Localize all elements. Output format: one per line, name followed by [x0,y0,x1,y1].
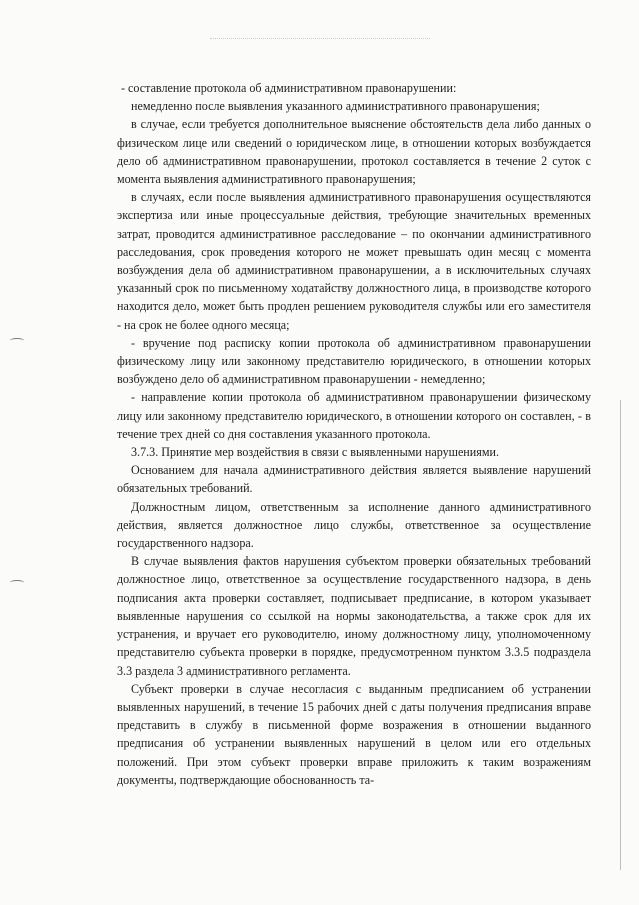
paragraph: Субъект проверки в случае несогласия с выданным предписанием об устранении выявленных нарушений, в течение 15 рабочих дней с даты получения предписания вправе представить в службу в письменной форме возражения в отношении выданного предписания об устранении выявленных нарушений в целом или его отдельных положений. При этом субъект проверки вправе приложить к таким возражениям документы, подтверждающие обоснованность та- [117,681,591,787]
hole-punch-mark [10,338,24,343]
section-heading: 3.7.3. Принятие мер воздействия в связи с выявленными нарушениями. [131,445,499,460]
paragraph: в случаях, если после выявления административного правонарушения осуществляются экспертиза или иные процессуальные действия, требующие значительных временных затрат, проводится административное расследование – по окончании административного расследования, срок проведения которого не может превышать один месяц с момента возбуждения дела об административном правонарушении, а в исключительных случаях указанный срок по письменному ходатайству должностного лица, в производстве которого находится дело, может быть продлен решением руководителя службы или его заместителя - на срок не более одного месяца; [117,190,591,332]
paragraph: - вручение под расписку копии протокола об административном правонарушении физическому лицу или законному представителю юридического, в отношении которых возбуждено дело об административном правонарушении - немедленно; [117,335,591,387]
paragraph: - составление протокола об административном правонарушении: [121,81,457,95]
paragraph: - направление копии протокола об административном правонарушении физическому лицу или законному представителю юридического, в отношении которого он составлен, - в течение трех дней со дня составления указанного протокола. [117,390,591,441]
paragraph: Должностным лицом, ответственным за исполнение данного административного действия, является должностное лицо службы, ответственное за осуществление государственного надзора. [117,499,591,551]
document-body [117,79,591,789]
paragraph: Основанием для начала административного действия является выявление нарушений обязательных требований. [117,463,591,496]
paragraph: в случае, если требуется дополнительное выяснение обстоятельств дела либо данных о физическом лице или сведений о юридическом лице, в отношении которых возбуждается дело об административном правонарушении, протокол составляется в течение 2 суток с момента выявления административного правонарушения; [117,117,591,187]
paragraph: немедленно после выявления указанного административного правонарушения; [131,99,540,114]
scan-artifact [210,38,430,41]
hole-punch-mark [10,580,24,585]
paragraph: В случае выявления фактов нарушения субъектом проверки обязательных требований должностное лицо, ответственное за осуществление государственного надзора, в день подписания акта проверки составляет, подписывает предписание, в котором указывает выявленные нарушения со ссылкой на нормы законодательства, а также срок для их устранения, и вручает его руководителю, иному должностному лицу, уполномоченному представителю субъекта проверки в порядке, предусмотренном пунктом 3.3.5 подраздела 3.3 раздела 3 административного регламента. [117,554,591,678]
page-edge-shadow [620,400,621,870]
